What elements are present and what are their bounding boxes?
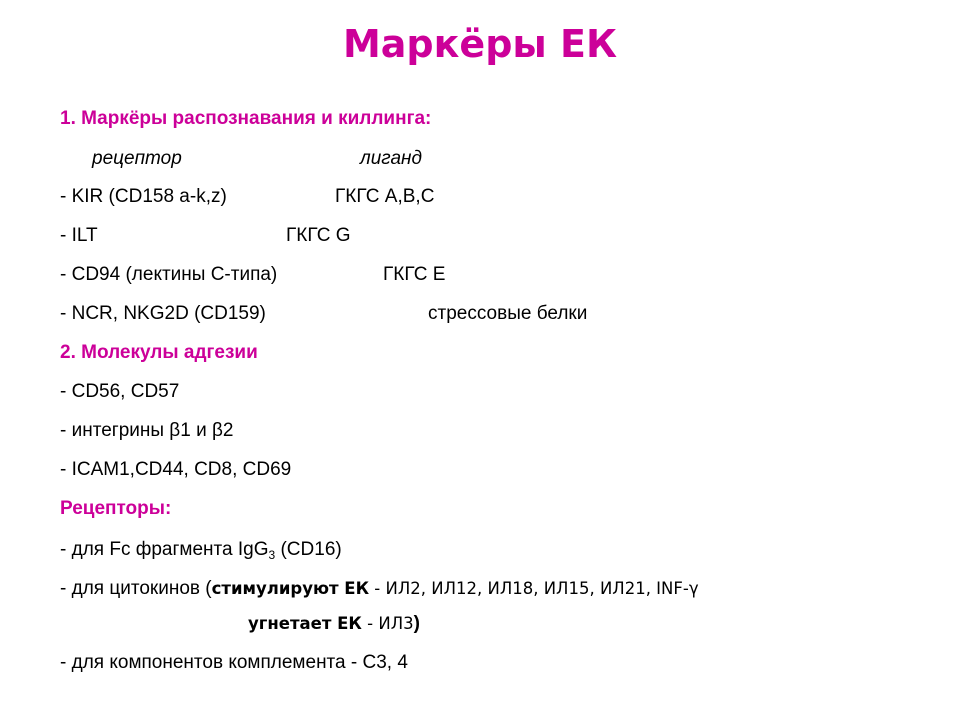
slide-title: Маркёры ЕК [342,22,618,66]
marker-row [60,302,860,326]
inhibit-label: угнетает ЕК [248,614,362,633]
inhibiting-cytokines: - ИЛ3 [361,614,414,633]
inhibit-line [248,612,420,636]
closing-paren: ) [413,613,420,634]
section3-heading: Рецепторы: [60,498,172,519]
fc-prefix: - для Fc фрагмента IgG [60,539,269,560]
section1-heading: 1. Маркёры распознавания и киллинга: [60,108,432,129]
marker-row [60,224,860,248]
adhesion-item: - CD56, CD57 [60,381,180,402]
ligand-text: ГКГС Е [383,264,446,285]
ligand-text: ГКГС А,В,С [335,186,435,207]
fc-suffix: (CD16) [275,539,342,560]
marker-row [60,185,860,209]
igg-subclass: 3 [268,548,276,562]
stimulate-label: стимулируют ЕК [211,579,370,598]
fc-receptor-line [60,538,342,562]
section2-heading: 2. Молекулы адгезии [60,342,258,363]
receptor-text: - CD94 (лектины С-типа) [60,264,278,285]
receptor-label: рецептор [92,148,182,169]
stimulating-cytokines: - ИЛ2, ИЛ12, ИЛ18, ИЛ15, ИЛ21, INF-γ [369,579,699,598]
complement-receptor-line: - для компонентов комплемента - С3, 4 [60,652,408,673]
ligand-text: ГКГС G [286,225,351,246]
receptor-text: - NCR, NKG2D (CD159) [60,303,266,324]
cytokine-prefix: - для цитокинов ( [60,578,212,599]
ligand-label: лиганд [360,148,422,169]
ligand-text: стрессовые белки [428,303,588,324]
receptor-text: - KIR (CD158 a-k,z) [60,186,227,207]
adhesion-item: - интегрины β1 и β2 [60,420,234,441]
adhesion-item: - ICAM1,CD44, CD8, CD69 [60,459,292,480]
receptor-text: - ILT [60,225,98,246]
marker-row [60,263,860,287]
cytokine-receptor-line [60,577,699,601]
